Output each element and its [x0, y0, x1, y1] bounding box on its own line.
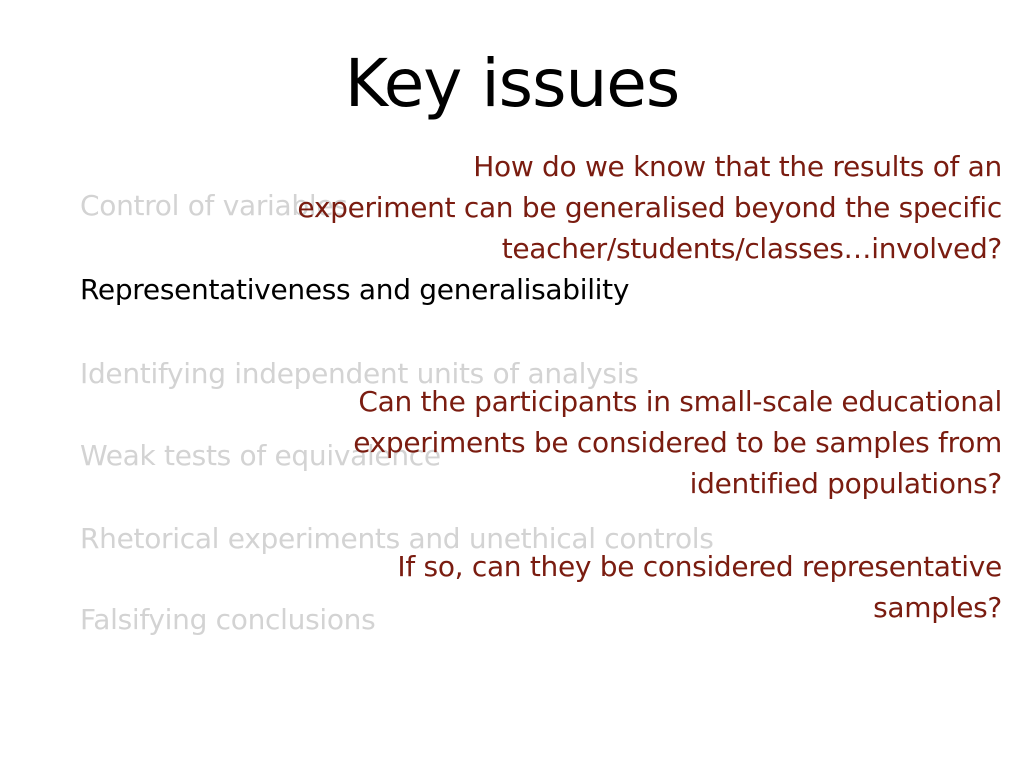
bullet-rhetorical-experiments: Rhetorical experiments and unethical controls: [80, 522, 714, 555]
callout-generalisation-question: [297, 146, 1002, 269]
callout-line: experiment can be generalised beyond the specific: [297, 191, 1002, 224]
callout-line: experiments be considered to be samples from: [353, 426, 1002, 459]
bullet-falsifying-conclusions: Falsifying conclusions: [80, 603, 376, 636]
callout-samples-question: [353, 381, 1002, 504]
callout-line: How do we know that the results of an: [473, 150, 1002, 183]
callout-line: samples?: [873, 591, 1002, 624]
callout-line: Can the participants in small-scale educational: [358, 385, 1002, 418]
callout-line: If so, can they be considered representative: [397, 550, 1002, 583]
callout-line: teacher/students/classes…involved?: [501, 232, 1002, 265]
bullet-control-of-variables: Control of variables: [80, 189, 348, 222]
bullet-weak-tests: Weak tests of equivalence: [80, 439, 441, 472]
callout-representative-question: [397, 546, 1002, 628]
slide-title: Key issues: [344, 45, 680, 122]
bullet-independent-units: Identifying independent units of analysis: [80, 357, 639, 390]
bullet-representativeness: Representativeness and generalisability: [80, 273, 630, 306]
callout-line: identified populations?: [689, 467, 1002, 500]
